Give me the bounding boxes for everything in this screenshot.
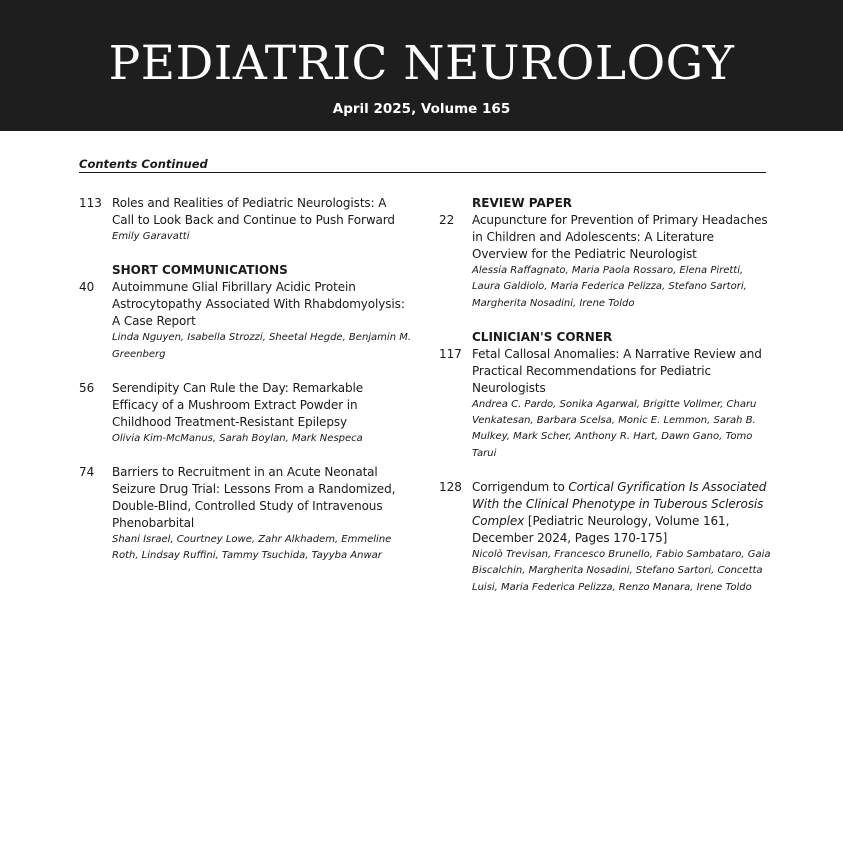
section-heading: CLINICIAN'S CORNER <box>472 329 613 344</box>
journal-title: PEDIATRIC NEUROLOGY <box>108 36 735 91</box>
issue-info: April 2025, Volume 165 <box>332 101 511 117</box>
journal-masthead <box>0 0 843 131</box>
contents-right-column <box>439 195 779 613</box>
article-title-link[interactable]: Acupuncture for Prevention of Primary Headaches in Children and Adolescents: A Literature Overview for the Pediatric Neurologist <box>472 213 768 261</box>
article-title-link[interactable] <box>472 479 772 547</box>
article-authors: Andrea C. Pardo, Sonika Agarwal, Brigitte Vollmer, Charu Venkatesan, Barbara Scelsa, Monic E. Lemmon, Sarah B. Mulkey, Mark Scher, Anthony R. Hart, Dawn Gano, Tomo Tarui <box>472 398 757 459</box>
contents-heading: Contents Continued <box>79 156 766 173</box>
section-heading: REVIEW PAPER <box>472 196 573 210</box>
section-heading: SHORT COMMUNICATIONS <box>112 263 288 278</box>
page-number: 113 <box>79 196 102 210</box>
page-number: 128 <box>439 480 462 495</box>
cited-article-title: Cortical Gyrification Is Associated With the Clinical Phenotype in Tuberous Sclerosis Complex <box>472 480 767 529</box>
page-number: 74 <box>79 465 95 480</box>
article-authors: Nicolò Trevisan, Francesco Brunello, Fabio Sambataro, Gaia Biscalchin, Margherita Nosadini, Stefano Sartori, Concetta Luisi, Maria Federica Pelizza, Renzo Manara, Irene Toldo <box>472 549 771 593</box>
page-number: 56 <box>79 380 95 395</box>
toc-entry[interactable] <box>439 479 779 596</box>
article-title-link[interactable]: Barriers to Recruitment in an Acute Neonatal Seizure Drug Trial: Lessons From a Randomized, Double-Blind, Controlled Study of Intravenous Phenobarbital <box>112 465 396 531</box>
toc-entry[interactable] <box>439 195 779 312</box>
title-suffix: [Pediatric Neurology, Volume 161, December 2024, Pages 170-175] <box>472 514 730 546</box>
article-authors: Shani Israel, Courtney Lowe, Zahr Alkhadem, Emmeline Roth, Lindsay Ruffini, Tammy Tsuchida, Tayyba Anwar <box>112 534 392 562</box>
contents-left-column <box>79 195 419 582</box>
toc-entry[interactable] <box>439 329 779 462</box>
article-authors: Emily Garavatti <box>112 231 190 242</box>
article-title-link[interactable]: Serendipity Can Rule the Day: Remarkable Efficacy of a Mushroom Extract Powder in Childhood Treatment-Resistant Epilepsy <box>112 380 364 429</box>
page-number: 117 <box>439 346 462 361</box>
article-title-link[interactable]: Autoimmune Glial Fibrillary Acidic Protein Astrocytopathy Associated With Rhabdomyolysis: A Case Report <box>112 280 405 329</box>
article-authors: Alessia Raffagnato, Maria Paola Rossaro, Elena Piretti, Laura Galdiolo, Maria Federica Pelizza, Stefano Sartori, Margherita Nosadini, Irene Toldo <box>472 265 747 309</box>
toc-entry[interactable] <box>79 262 419 363</box>
article-title-link[interactable]: Roles and Realities of Pediatric Neurologists: A Call to Look Back and Continue to Push Forward <box>112 196 395 227</box>
toc-entry[interactable] <box>79 464 419 565</box>
article-authors: Linda Nguyen, Isabella Strozzi, Sheetal Hegde, Benjamin M. Greenberg <box>112 332 412 360</box>
toc-entry[interactable] <box>79 195 419 245</box>
article-title-link[interactable]: Fetal Callosal Anomalies: A Narrative Review and Practical Recommendations for Pediatric Neurologists <box>472 346 762 395</box>
page-number: 22 <box>439 213 455 227</box>
title-prefix: Corrigendum to <box>472 480 569 495</box>
article-authors: Olivia Kim-McManus, Sarah Boylan, Mark Nespeca <box>112 432 363 444</box>
page-number: 40 <box>79 280 95 295</box>
toc-entry[interactable] <box>79 380 419 447</box>
